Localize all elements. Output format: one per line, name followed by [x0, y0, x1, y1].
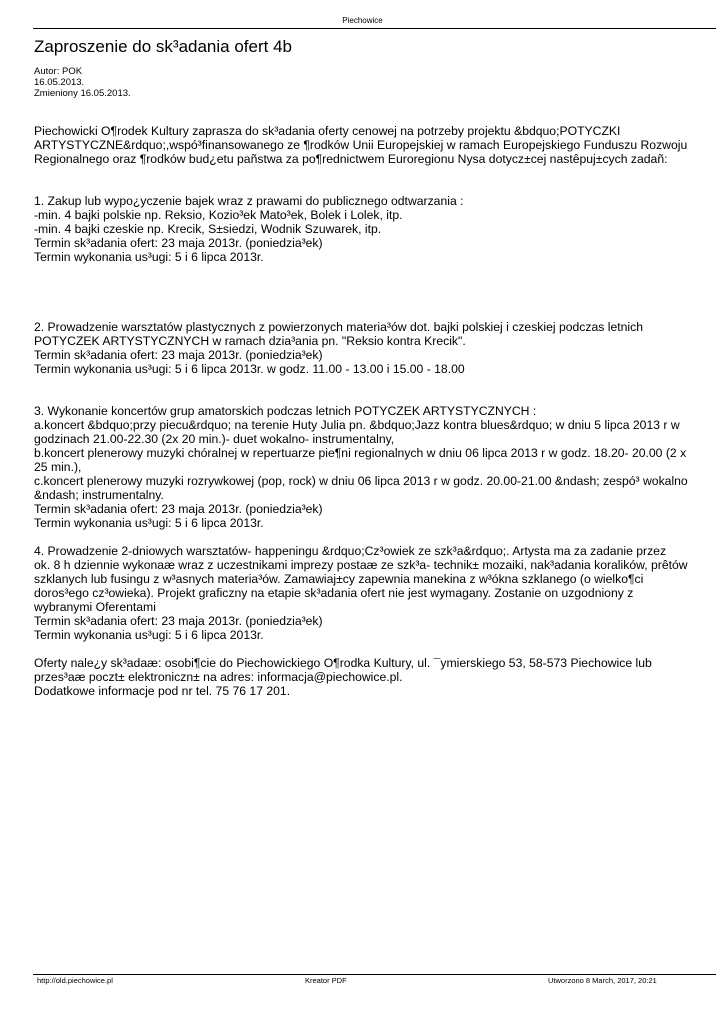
paragraph-line: Termin sk³adania ofert: 23 maja 2013r. (poniedzia³ek)	[34, 236, 323, 250]
paragraph-line: ok. 8 h dziennie wykonaæ wraz z uczestnikami imprezy postaæ ze szk³a- technik± mozaiki, nak³adania koralików, prêtów	[34, 558, 688, 572]
paragraph-line: b.koncert plenerowy muzyki chóralnej w repertuarze pie¶ni regionalnych w dniu 06 lipca 2013 r w godz. 18.20- 20.00 (2 x	[34, 446, 687, 460]
paragraph-line: &ndash; instrumentalny.	[34, 488, 164, 502]
paragraph-line: Oferty nale¿y sk³adaæ: osobi¶cie do Piechowickiego O¶rodka Kultury, ul. ¯ymierskiego 53, 58-573 Piechowice lub	[34, 656, 652, 670]
paragraph-line: Termin wykonania us³ugi: 5 i 6 lipca 2013r.	[34, 516, 264, 530]
paragraph-line: 2. Prowadzenie warsztatów plastycznych z powierzonych materia³ów dot. bajki polskiej i czeskiej podczas letnich	[34, 320, 643, 334]
paragraph-line: Piechowicki O¶rodek Kultury zaprasza do sk³adania oferty cenowej na potrzeby projektu &bdquo;POTYCZKI	[34, 124, 621, 138]
modified-line: Zmieniony 16.05.2013.	[34, 88, 131, 99]
paragraph-line: 25 min.),	[34, 460, 82, 474]
paragraph-line: POTYCZEK ARTYSTYCZNYCH w ramach dzia³ania pn. "Reksio kontra Krecik".	[34, 334, 466, 348]
document-title: Zaproszenie do sk³adania ofert 4b	[34, 37, 292, 56]
paragraph-line: szklanych lub fusingu z w³asnych materia³ów. Zamawiaj±cy zapewnia manekina z w³ókna szklanego (o wielko¶ci	[34, 572, 644, 586]
footer-created: Utworzono 8 March, 2017, 20:21	[548, 976, 657, 985]
paragraph-line: a.koncert &bdquo;przy piecu&rdquo; na terenie Huty Julia pn. &bdquo;Jazz kontra blues&rdquo; w dniu 5 lipca 2013 r w	[34, 418, 680, 432]
paragraph-line: Termin sk³adania ofert: 23 maja 2013r. (poniedzia³ek)	[34, 348, 323, 362]
task-2-paragraph	[34, 320, 702, 376]
paragraph-line: Termin wykonania us³ugi: 5 i 6 lipca 2013r.	[34, 250, 264, 264]
footer-divider	[33, 974, 716, 975]
footer-url: http://old.piechowice.pl	[37, 976, 113, 985]
paragraph-line: -min. 4 bajki polskie np. Reksio, Kozio³ek Mato³ek, Bolek i Lolek, itp.	[34, 208, 403, 222]
task-1-paragraph	[34, 194, 702, 264]
paragraph-line: Regionalnego oraz ¶rodków bud¿etu pañstwa za po¶rednictwem Euroregionu Nysa dotycz±cej nastêpuj±cych zadañ:	[34, 152, 668, 166]
date-line: 16.05.2013.	[34, 77, 85, 88]
paragraph-line: ARTYSTYCZNE&rdquo;,wspó³finansowanego ze ¶rodków Unii Europejskiej w ramach Europejskiego Funduszu Rozwoju	[34, 138, 688, 152]
intro-paragraph	[34, 124, 702, 166]
paragraph-line: -min. 4 bajki czeskie np. Krecik, S±siedzi, Wodnik Szuwarek, itp.	[34, 222, 382, 236]
paragraph-line: Dodatkowe informacje pod nr tel. 75 76 17 201.	[34, 684, 291, 698]
task-4-paragraph	[34, 544, 702, 642]
closing-paragraph	[34, 656, 702, 698]
paragraph-line: 3. Wykonanie koncertów grup amatorskich podczas letnich POTYCZEK ARTYSTYCZNYCH :	[34, 404, 537, 418]
task-3-paragraph	[34, 404, 702, 530]
paragraph-line: Termin wykonania us³ugi: 5 i 6 lipca 2013r. w godz. 11.00 - 13.00 i 15.00 - 18.00	[34, 362, 465, 376]
header-site-name: Piechowice	[342, 16, 383, 25]
header-divider	[33, 28, 716, 29]
paragraph-line: Termin wykonania us³ugi: 5 i 6 lipca 2013r.	[34, 628, 264, 642]
paragraph-line: godzinach 21.00-22.30 (2x 20 min.)- duet wokalno- instrumentalny,	[34, 432, 395, 446]
paragraph-line: Termin sk³adania ofert: 23 maja 2013r. (poniedzia³ek)	[34, 614, 323, 628]
footer-generator: Kreator PDF	[305, 976, 347, 985]
paragraph-line: Termin sk³adania ofert: 23 maja 2013r. (poniedzia³ek)	[34, 502, 323, 516]
author-line: Autor: POK	[34, 66, 83, 77]
paragraph-line: wybranymi Oferentami	[34, 600, 156, 614]
paragraph-line: przes³aæ poczt± elektroniczn± na adres: informacja@piechowice.pl.	[34, 670, 403, 684]
paragraph-line: doros³ego cz³owieka). Projekt graficzny na etapie sk³adania ofert nie jest wymagany. Zostanie on uzgodniony z	[34, 586, 634, 600]
paragraph-line: 4. Prowadzenie 2-dniowych warsztatów- happeningu &rdquo;Cz³owiek ze szk³a&rdquo;. Artysta ma za zadanie przez	[34, 544, 667, 558]
paragraph-line: c.koncert plenerowy muzyki rozrywkowej (pop, rock) w dniu 06 lipca 2013 r w godz. 20.00-21.00 &ndash; zespó³ wokalno	[34, 474, 688, 488]
paragraph-line: 1. Zakup lub wypo¿yczenie bajek wraz z prawami do publicznego odtwarzania :	[34, 194, 464, 208]
document-meta	[34, 66, 131, 99]
